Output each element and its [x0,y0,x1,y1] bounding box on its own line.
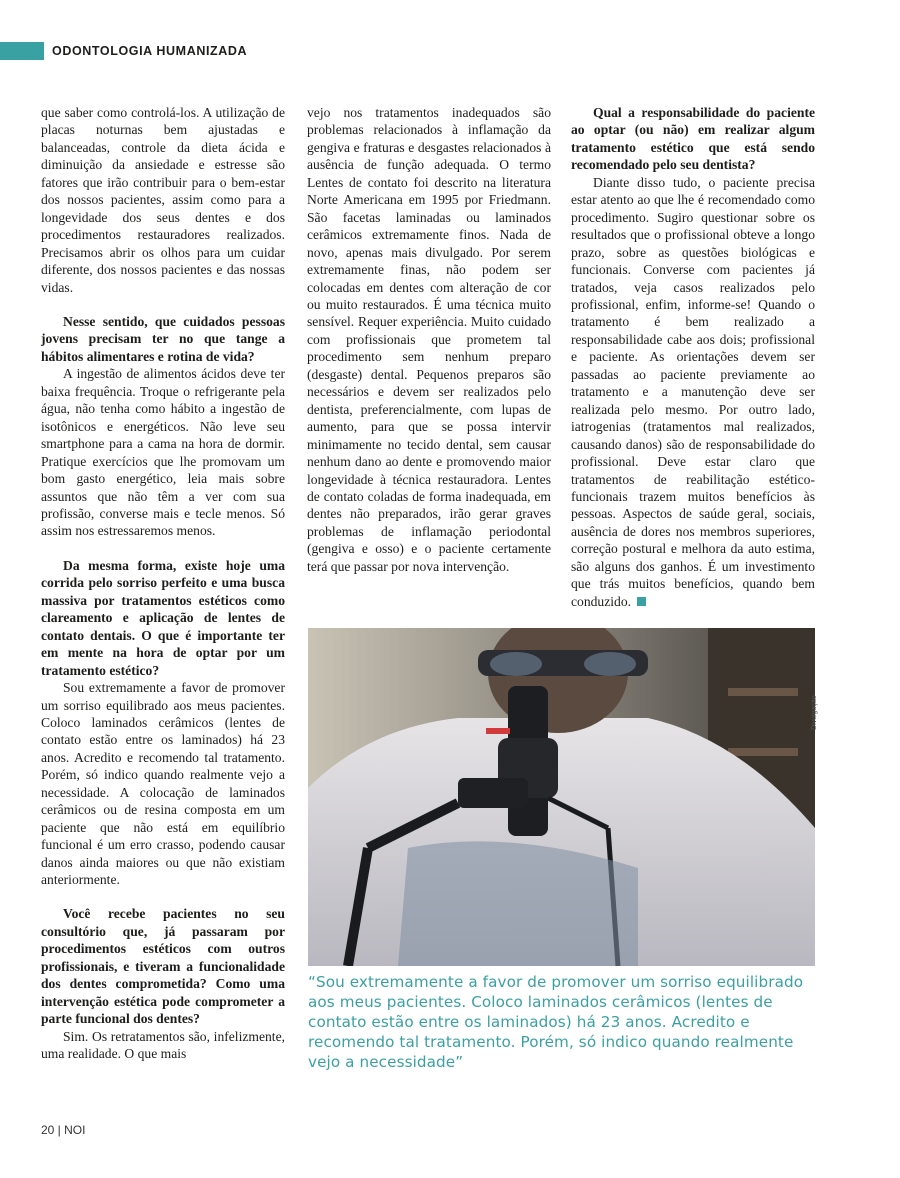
question-heading: Da mesma forma, existe hoje uma corrida pelo sorriso perfeito e uma busca massiva por tratamentos estéticos como clareamento e aplicação de lentes de contato dentais. O que é importante ter em mente na hora de optar por um tratamento estético? [41,557,285,678]
text-column-1 [41,104,285,1063]
text-column-3 [571,104,815,610]
paragraph: vejo nos tratamentos inadequados são problemas relacionados à inflamação da gengiva e fraturas e desgastes relacionados à ausência de função adequada. O termo Lentes de contato foi descrito na literatura Norte Americana em 1995 por Friedmann. São facetas laminadas ou laminados cerâmicos extremamente finos. Nada de novo, apenas mais divulgado. Por serem extremamente finas, não podem ser colocadas em dentes com alteração de cor ou muito restaurados. É uma técnica muito sensível. Requer experiência. Muito cuidado com profissionais que prometem tal procedimento sem nenhum preparo (desgaste) dental. Pequenos preparos são necessários e devem ser realizados pelo dentista, preferencialmente, com lupas de aumento, para que se possa intervir minimamente no tecido dental, sem causar nenhum dano ao dente e promovendo maior longevidade à técnica restauradora. Lentes de contato coladas de forma inadequada, em dentes não preparados, irão gerar graves problemas de inflamação periodontal (gengiva e osso) e o paciente certamente terá que passar por nova intervenção. [307,105,551,574]
question-heading: Você recebe pacientes no seu consultório que, já passaram por procedimentos estéticos com outros profissionais, e tiveram a funcionalidade dos dentes comprometida? Como uma intervenção estética pode comprometer a parte funcional dos dentes? [41,906,285,1027]
page-folio: 20 | NOI [41,1123,86,1137]
photo-credit: Divulgação [811,695,818,730]
question-heading: Qual a responsabilidade do paciente ao optar (ou não) em realizar algum tratamento estético que está sendo recomendado pelo seu dentista? [571,105,815,173]
paragraph: que saber como controlá-los. A utilização de placas noturnas bem ajustadas e balanceadas, controle da dieta ácida e diminuição da ansiedade e estresse são fatores que irão contribuir para o bem-estar dos nossos pacientes, assim como para a longevidade dos seus dentes e dos procedimentos restauradores realizados. Precisamos abrir os olhos para um cuidar diferente, dos nossos pacientes e das nossas vidas. [41,105,285,295]
paragraph: A ingestão de alimentos ácidos deve ter baixa frequência. Troque o refrigerante pela água, não tenha como hábito a ingestão de isotônicos e energéticos. Não leve seu smartphone para a cama na hora de dormir. Pratique exercícios que lhe promovam um bom gasto energético, leia mais sobre assuntos que não têm a ver com sua profissão, converse mais e tecle menos. Só assim nos estressaremos menos. [41,366,285,539]
paragraph: Sou extremamente a favor de promover um sorriso equilibrado aos meus pacientes. Coloco laminados cerâmicos (lentes de contato estão entre os laminados) há 23 anos. Acredito e recomendo tal tratamento. Porém, só indico quando realmente vejo a necessidade. A colocação de laminados cerâmicos ou de resina composta em um paciente que não está em equilíbrio funcional é um erro crasso, podendo causar danos ainda maiores ou que não existiam anteriormente. [41,680,285,888]
text-column-2 [307,104,551,575]
paragraph: Sim. Os retratamentos são, infelizmente, uma realidade. O que mais [41,1028,285,1062]
section-color-bar [0,42,44,60]
end-mark-icon [637,597,646,606]
question-heading: Nesse sentido, que cuidados pessoas jovens precisam ter no que tange a hábitos alimentares e rotina de vida? [41,313,285,364]
pull-quote: “Sou extremamente a favor de promover um sorriso equilibrado aos meus pacientes. Coloco laminados cerâmicos (lentes de contato estão entre os laminados) há 23 anos. Acredito e recomendo tal tratamento. Porém, só indico quando realmente vejo a necessidade” [308,973,804,1071]
section-title: ODONTOLOGIA HUMANIZADA [52,44,248,58]
answer-text: Diante disso tudo, o paciente precisa estar atento ao que lhe é recomendado como procedimento. Sugiro questionar sobre os resultados que o profissional obteve a longo prazo, sobre as questões biológicas e funcionais. Converse com pacientes já tratados, veja casos realizados pelo profissional, enfim, informe-se! Quando o tratamento é bem realizado a responsabilidade cabe aos dois; profissional e paciente. As orientações devem ser passadas ao paciente previamente ao tratamento e a manutenção deve ser realizada pelo mesmo. Por outro lado, iatrogenias (tratamentos mal realizados, causando danos) são de responsabilidade do profissional. Deve estar claro que tratamentos de reabilitação estético-funcionais trazem muitos benefícios às pessoas. Aspectos de saúde geral, sociais, ausência de dores nos membros superiores, correção postural e melhora da auto estima, são alguns dos ganhos. É um investimento que trás muitos benefícios, quando bem conduzido. [571,174,815,609]
dentist-photo [308,628,815,966]
paragraph [571,174,815,610]
